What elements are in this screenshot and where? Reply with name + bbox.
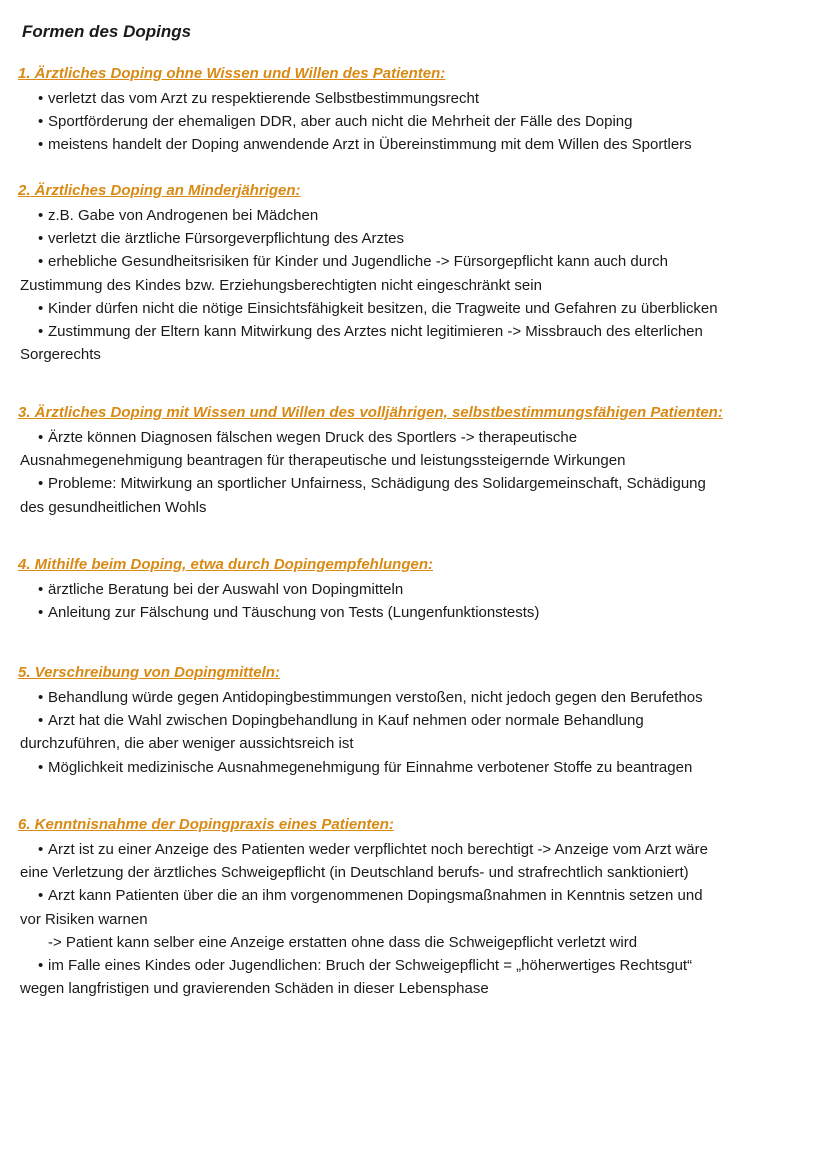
- list-item: • ärztliche Beratung bei der Auswahl von Dopingmitteln: [38, 581, 404, 598]
- section-4: [18, 555, 818, 624]
- list-item: • Kinder dürfen nicht die nötige Einsichtsfähigkeit besitzen, die Tragweite und Gefahren zu überblicken: [38, 299, 718, 317]
- bullet-list: [18, 578, 818, 624]
- list-item: • Probleme: Mitwirkung an sportlicher Unfairness, Schädigung des Solidargemeinschaft, Schädigung des gesundheitlichen Wohls: [20, 475, 706, 516]
- section-6: [18, 815, 818, 1000]
- list-item: • Arzt kann Patienten über die an ihm vorgenommenen Dopingsmaßnahmen in Kenntnis setzen und vor Risiken warnen: [20, 887, 703, 928]
- section-5: [18, 663, 818, 779]
- section-1: [18, 64, 818, 157]
- list-item: • Arzt hat die Wahl zwischen Dopingbehandlung in Kauf nehmen oder normale Behandlung durchzuführen, die aber weniger aussichtsreich ist: [20, 712, 644, 753]
- section-heading: 6. Kenntnisnahme der Dopingpraxis eines Patienten:: [18, 816, 394, 833]
- list-item: • Sportförderung der ehemaligen DDR, aber auch nicht die Mehrheit der Fälle des Doping: [38, 113, 633, 131]
- list-item: • Anleitung zur Fälschung und Täuschung von Tests (Lungenfunktionstests): [38, 604, 540, 622]
- list-item: • Möglichkeit medizinische Ausnahmegenehmigung für Einnahme verbotener Stoffe zu beantragen: [38, 758, 693, 776]
- section-heading: 2. Ärztliches Doping an Minderjährigen:: [18, 182, 301, 199]
- list-item: • Arzt ist zu einer Anzeige des Patienten weder verpflichtet noch berechtigt -> Anzeige vom Arzt wäre eine Verletzung der ärztliches Schweigepflicht (in Deutschland berufs- und strafrechtlich sanktioniert): [20, 841, 708, 882]
- list-item: • z.B. Gabe von Androgenen bei Mädchen: [38, 207, 319, 224]
- section-heading: 1. Ärztliches Doping ohne Wissen und Willen des Patienten:: [18, 65, 446, 82]
- page-title: Formen des Dopings: [22, 22, 192, 41]
- list-item: • meistens handelt der Doping anwendende Arzt in Übereinstimmung mit dem Willen des Sportlers: [38, 136, 692, 154]
- list-item: • Ärzte können Diagnosen fälschen wegen Druck des Sportlers -> therapeutische Ausnahmegenehmigung beantragen für therapeutische und leistungssteigernde Wirkungen: [20, 429, 626, 470]
- bullet-list: [18, 87, 818, 157]
- list-item: • verletzt die ärztliche Fürsorgeverpflichtung des Arztes: [38, 230, 404, 248]
- bullet-list: [18, 686, 818, 779]
- section-2: [18, 181, 818, 366]
- list-item: • verletzt das vom Arzt zu respektierende Selbstbestimmungsrecht: [38, 90, 480, 107]
- bullet-list: [18, 204, 818, 366]
- section-heading: 4. Mithilfe beim Doping, etwa durch Dopingempfehlungen:: [18, 556, 433, 573]
- section-3: [18, 403, 818, 519]
- section-heading: 3. Ärztliches Doping mit Wissen und Willen des volljährigen, selbstbestimmungsfähigen Patienten:: [18, 404, 723, 421]
- section-heading: 5. Verschreibung von Dopingmitteln:: [18, 664, 280, 681]
- list-item: • Zustimmung der Eltern kann Mitwirkung des Arztes nicht legitimieren -> Missbrauch des elterlichen Sorgerechts: [20, 323, 703, 364]
- list-item: -> Patient kann selber eine Anzeige erstatten ohne dass die Schweigepflicht verletzt wird: [48, 933, 638, 951]
- bullet-list: [18, 838, 818, 1000]
- bullet-list: [18, 426, 818, 519]
- list-item: • im Falle eines Kindes oder Jugendlichen: Bruch der Schweigepflicht = „höherwertiges Rechtsgut“ wegen langfristigen und gravierenden Schäden in dieser Lebensphase: [20, 957, 693, 998]
- list-item: • Behandlung würde gegen Antidopingbestimmungen verstoßen, nicht jedoch gegen den Berufethos: [38, 689, 703, 706]
- list-item: • erhebliche Gesundheitsrisiken für Kinder und Jugendliche -> Fürsorgepflicht kann auch durch Zustimmung des Kindes bzw. Erziehungsberechtigten nicht eingeschränkt sein: [20, 253, 668, 294]
